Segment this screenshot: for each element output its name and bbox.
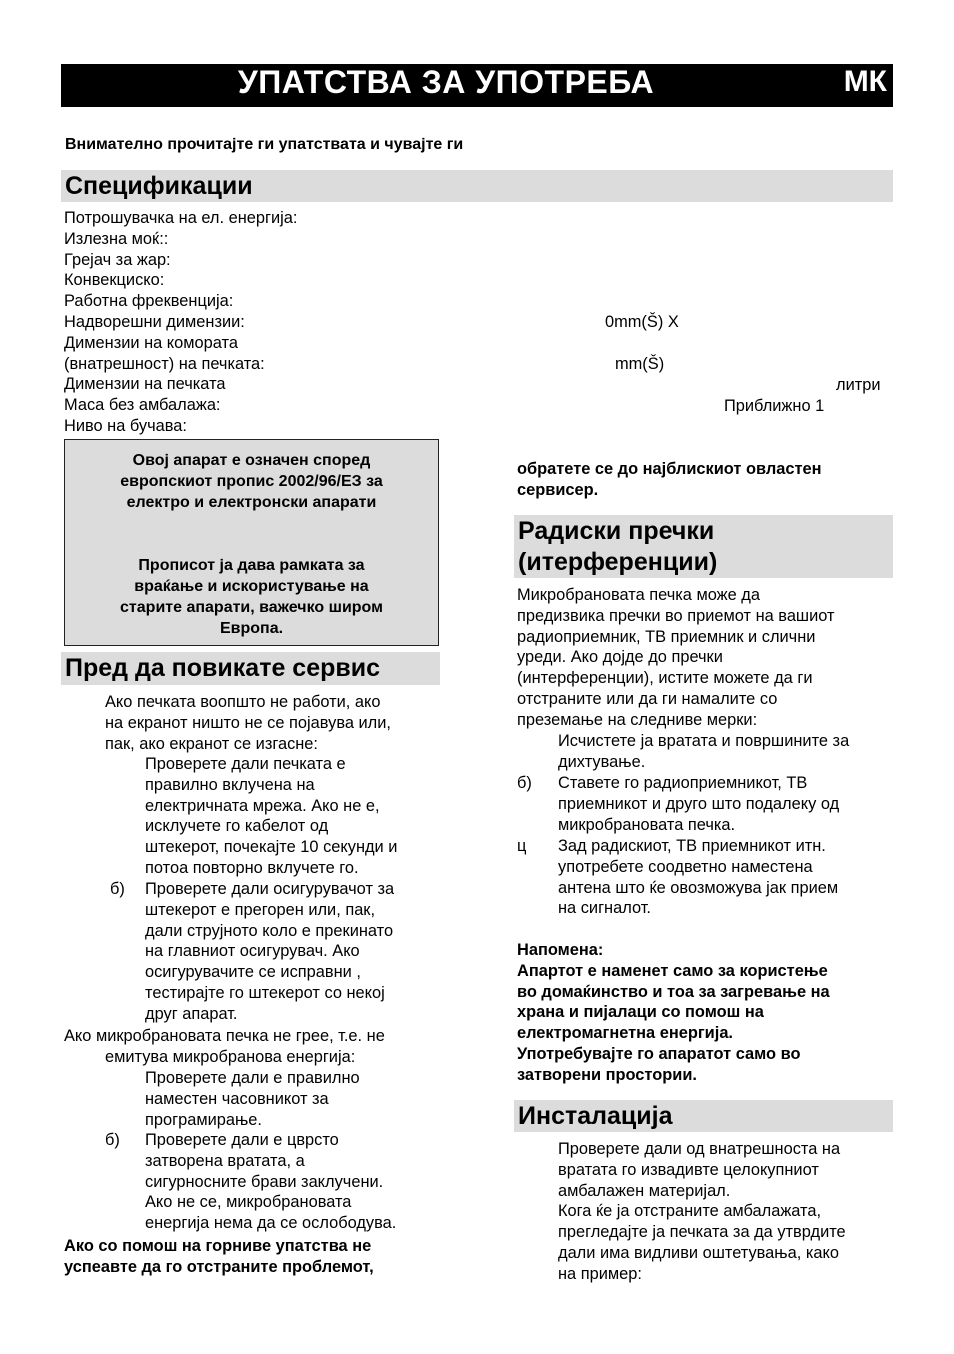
language-code: МК: [843, 65, 887, 98]
spec-value-outer-dims: 0mm(Š) X: [605, 313, 679, 331]
specs-labels: [64, 208, 297, 437]
text-line: вратата го извадивте целокупниот: [558, 1160, 819, 1179]
text-line: Ако не се, микробрановата: [145, 1193, 352, 1212]
text-line: на сигналот.: [558, 899, 651, 918]
text-line: сигурносните брави заклучени.: [145, 1172, 384, 1191]
spec-label: Конвекциско:: [64, 271, 165, 290]
text-line: употребете соодветно наместена: [558, 857, 813, 876]
text-line: штекерот, почекајте 10 секунди и: [145, 838, 398, 857]
spec-label: Ниво на бучава:: [64, 416, 187, 435]
text-line: дали струјното коло е прекинато: [145, 921, 394, 940]
text-line: друг апарат.: [145, 1004, 238, 1023]
spec-value-chamber-dims: mm(Š): [615, 355, 665, 373]
text-line: потоа повторно вклучете го.: [145, 858, 359, 877]
text-line: Кога ќе ја отстраните амбалажата,: [558, 1202, 822, 1221]
page-header-bar: [61, 64, 893, 107]
text-line: отстраните или да ги намалите со: [517, 689, 778, 708]
heading-line: (итерференции): [518, 548, 718, 576]
specs-heading: Спецификации: [61, 170, 893, 202]
service-heading: Пред да повикате сервис: [61, 652, 440, 685]
text-line: на пример:: [558, 1264, 642, 1283]
notice-line: електро и електронски апарати: [126, 494, 377, 511]
text-line: предизвика пречки во приемот на вашиот: [517, 606, 835, 625]
text-line: пак, ако екранот се изгасне:: [105, 734, 318, 753]
text-line: Проверете дали печката е: [145, 755, 346, 773]
spec-label: Работна фреквенција:: [64, 292, 234, 311]
text-line: храна и пијалаци со помош на: [517, 1003, 764, 1022]
text-line: на екранот ништо не се појавува или,: [105, 713, 391, 732]
note-title: Напомена:: [517, 941, 604, 959]
heading-line: Радиски пречки: [518, 517, 715, 545]
text-line: амбалажен материјал.: [558, 1181, 731, 1200]
spec-label: Димензии на комората: [64, 333, 238, 352]
text-line: Проверете дали од внатрешноста на: [558, 1140, 841, 1158]
text-line: програмирање.: [145, 1110, 262, 1129]
text-line: затворени простории.: [517, 1065, 697, 1084]
text-line: Апартот е наменет само за користење: [517, 961, 828, 980]
text-line: Микробрановата печка може да: [517, 586, 760, 604]
text-line: преземање на следниве мерки:: [517, 710, 758, 729]
installation-heading: Инсталација: [514, 1100, 893, 1132]
text-line: електромагнетна енергија.: [517, 1024, 733, 1043]
spec-value-oven-dims: литри: [836, 376, 881, 394]
service-item-a: [145, 754, 397, 879]
text-line: Проверете дали е цврсто: [145, 1131, 339, 1149]
radio-item-b: [558, 773, 839, 835]
text-line: обратете се до најблискиот овластен: [517, 460, 822, 478]
text-line: затворена вратата, а: [145, 1151, 305, 1170]
text-line: Исчистете ја вратата и површините за: [558, 732, 850, 750]
text-line: правилно вклучена на: [145, 775, 315, 794]
text-line: уреди. Ако дојде до пречки: [517, 648, 723, 667]
text-line: микробрановата печка.: [558, 815, 736, 834]
text-line: штекерот е прегорен или, пак,: [145, 900, 376, 919]
list-marker: ц: [517, 837, 527, 855]
list-marker: б): [110, 880, 125, 898]
text-line: Ако печката воопшто не работи, ако: [105, 693, 381, 711]
notice-para-2: [65, 555, 438, 639]
notice-line: старите апарати, важечко широм: [120, 599, 383, 616]
service-item2-a: [145, 1068, 360, 1130]
text-line: исклучете го кабелот од: [145, 817, 329, 836]
notice-para-1: [65, 450, 438, 513]
text-line: успеавте да го отстраните проблемот,: [64, 1257, 374, 1276]
text-line: дали има видливи оштетувања, како: [558, 1243, 839, 1262]
text-line: Ако со помош на горниве упатства не: [64, 1237, 372, 1255]
service-closing: [64, 1236, 374, 1278]
text-line: наместен часовникот за: [145, 1089, 329, 1108]
spec-label: (внатрешност) на печката:: [64, 354, 265, 373]
list-marker: б): [517, 774, 532, 792]
text-line: сервисер.: [517, 480, 599, 499]
usage-note: [517, 940, 830, 1086]
notice-line: европскиот пропис 2002/96/ЕЗ за: [120, 473, 383, 490]
spec-label: Димензии на печката: [64, 375, 226, 394]
text-line: приемникот и друго што подалеку од: [558, 794, 840, 813]
text-line: Проверете дали е правилно: [145, 1069, 360, 1087]
list-marker: б): [105, 1131, 120, 1149]
notice-line: Прописот ја дава рамката за: [138, 557, 365, 574]
intro-note: Внимателно прочитајте ги упатствата и чувајте ги: [65, 136, 464, 153]
spec-label: Грејач за жар:: [64, 250, 171, 269]
service-para-2-second: емитува микробранова енергија:: [105, 1048, 356, 1066]
text-line: Зад радискиот, ТВ приемникот итн.: [558, 837, 826, 855]
text-line: на главниот осигурувач. Ако: [145, 942, 360, 961]
text-line: (интерференции), истите можете да ги: [517, 669, 813, 688]
spec-value-mass: Приближно 1: [724, 397, 825, 415]
text-line: електричната мрежа. Ако не е,: [145, 796, 380, 815]
text-line: Употребувајте го апаратот само во: [517, 1044, 801, 1063]
notice-line: Европа.: [219, 620, 284, 637]
notice-line: враќање и искористување на: [134, 578, 369, 595]
weee-notice-box: [64, 439, 439, 646]
radio-item-a: [558, 731, 849, 773]
page-title: УПАТСТВА ЗА УПОТРЕБА: [237, 64, 655, 100]
text-line: Проверете дали осигурувачот за: [145, 880, 395, 898]
service-para-1: [105, 692, 391, 754]
text-line: во домаќинство и тоа за загревање на: [517, 982, 830, 1001]
text-line: тестирајте го штекерот со некој: [145, 983, 385, 1002]
text-line: енергија нема да се ослободува.: [145, 1214, 397, 1233]
text-line: Ставете го радиоприемникот, ТВ: [558, 774, 808, 792]
spec-label: Потрошувачка на ел. енергија:: [64, 209, 298, 227]
text-line: осигурувачите се исправни ,: [145, 963, 361, 982]
spec-label: Маса без амбалажа:: [64, 396, 221, 415]
installation-para: [558, 1139, 846, 1285]
spec-label: Надворешни димензии:: [64, 312, 245, 331]
text-line: радиоприемник, ТВ приемник и слични: [517, 627, 816, 646]
service-item-b: [145, 879, 394, 1025]
notice-line: Овој апарат е означен според: [132, 452, 371, 469]
service-para-2-first: Ако микробрановата печка не грее, т.е. не: [64, 1027, 385, 1045]
radio-heading: [514, 515, 893, 578]
radio-item-c: [558, 836, 838, 919]
text-line: дихтување.: [558, 752, 646, 771]
text-line: прегледајте ја печката за да утврдите: [558, 1223, 846, 1242]
radio-para: [517, 585, 835, 731]
service-continuation: [517, 459, 822, 501]
service-item2-b: [145, 1130, 396, 1234]
spec-label: Излезна моќ::: [64, 229, 169, 248]
text-line: антена што ќе овозможува јак прием: [558, 878, 839, 897]
